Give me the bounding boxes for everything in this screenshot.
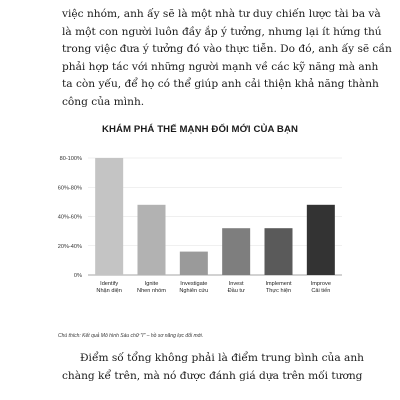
text-line: việc nhóm, anh ấy sẽ là một nhà tư duy chiến lược tài ba và [62, 8, 381, 20]
x-tick-label: Ignite [144, 281, 159, 287]
bar [265, 228, 293, 275]
chart-title: KHÁM PHÁ THẾ MẠNH ĐỔI MỚI CỦA BẠN [101, 124, 299, 135]
x-tick-label: Improve [310, 281, 331, 287]
y-tick-label: 40%-60% [57, 214, 82, 221]
x-tick-label: Đầu tư [227, 288, 245, 294]
bar [222, 228, 250, 275]
text-line: là một con người luôn đầy ắp ý tưởng, nhưng lại ít hứng thú [62, 25, 382, 38]
bar [138, 205, 166, 275]
x-tick-label: Nghiên cứu [179, 288, 209, 294]
x-tick-label: Investigate [180, 281, 208, 287]
body-paragraph-bottom [62, 350, 365, 385]
text-line: ta còn yếu, để họ có thể giúp anh cải thiện khả năng thành [62, 78, 379, 91]
x-tick-label: Identify [100, 281, 119, 287]
y-tick-label: 80-100% [59, 156, 82, 162]
bar [307, 205, 335, 275]
x-tick-label: Nhận diện [96, 288, 122, 294]
y-tick-label: 60%-80% [57, 185, 82, 192]
bar [180, 252, 208, 275]
y-tick-label: 0% [73, 273, 82, 279]
bar [95, 158, 123, 275]
text-line: công của mình. [62, 95, 145, 108]
text-line: trong việc đưa ý tưởng đó vào thực tiễn. Do đó, anh ấy sẽ cần [62, 43, 392, 56]
text-line: phải hợp tác với những người mạnh về các kỹ năng mà anh [62, 60, 379, 73]
x-tick-label: Nhen nhóm [137, 288, 166, 294]
x-tick-label: Thực hiện [265, 288, 292, 294]
x-tick-label: Cải tiến [311, 288, 331, 294]
chart-caption: Chú thích: Kết quả Mô hình Sáu chữ "I" – hồ sơ năng lực đổi mới. [58, 333, 204, 339]
x-tick-label: Implement [265, 281, 292, 287]
y-tick-label: 20%-40% [57, 243, 82, 250]
x-tick-label: Invest [228, 281, 244, 287]
text-line: Điểm số tổng không phải là điểm trung bình của anh [80, 352, 365, 364]
text-line: chàng kể trên, mà nó được đánh giá dựa trên mối tương [62, 369, 363, 382]
